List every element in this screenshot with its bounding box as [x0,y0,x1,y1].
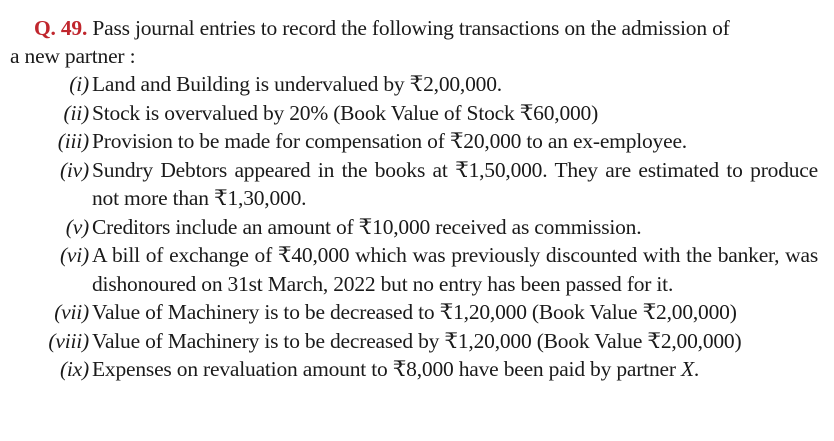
item-number: (v) [65,214,89,239]
item-text: Value of Machinery is to be decreased by ₹1,20,000 (Book Value ₹2,00,000) [92,328,742,353]
item-number: (vii) [54,300,89,324]
question-line-1 [10,14,828,42]
item-text: Sundry Debtors appeared in the books at ₹1,50,000. They are estimated to produce not more than ₹1,30,000. [92,157,818,210]
item-number: (iii) [57,129,89,153]
item-text: Land and Building is undervalued by ₹2,00,000. [92,72,502,96]
question-heading [10,14,828,70]
item-number: (viii) [48,328,89,353]
item-text: A bill of exchange of ₹40,000 which was previously discounted with the banker, was dishonoured on 31st March, 2022 but no entry has been passed for it. [92,243,818,296]
list-item [0,241,834,298]
item-text: Provision to be made for compensation of ₹20,000 to an ex-employee. [92,129,687,153]
item-text: Creditors include an amount of ₹10,000 received as commission. [92,214,642,239]
item-number: (ix) [59,357,89,381]
list-item [0,156,834,213]
item-number: (iv) [59,157,89,182]
list-item [0,298,834,327]
item-text [92,355,818,384]
item-number: (i) [69,72,89,96]
item-text: Value of Machinery is to be decreased to ₹1,20,000 (Book Value ₹2,00,000) [92,300,737,324]
item-text: Stock is overvalued by 20% (Book Value of Stock ₹60,000) [92,100,599,125]
transaction-list [0,70,834,384]
list-item [0,127,834,156]
question-text-line-1: Pass journal entries to record the following transactions on the admission of [92,16,730,40]
list-item [0,70,834,99]
item-text-end: . [693,357,700,381]
item-number: (ii) [63,100,89,125]
list-item [0,355,834,384]
question-line-2: a new partner : [10,44,136,68]
list-item [0,99,834,128]
question-number: Q. 49. [34,16,88,40]
list-item [0,327,834,356]
partner-name: X [680,357,694,381]
list-item [0,213,834,242]
item-text-main: Expenses on revaluation amount to ₹8,000 have been paid by partner [92,357,681,381]
item-number: (vi) [59,243,89,267]
